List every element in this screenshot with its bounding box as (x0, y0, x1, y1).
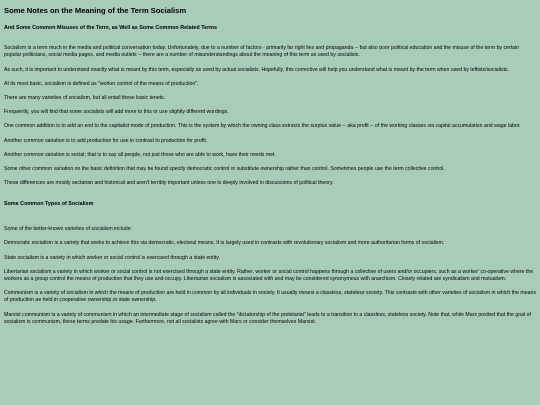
intro-paragraph: There are many varieties of socialism, but all entail these basic tenets. (4, 95, 166, 102)
intro-paragraph: These differences are mostly sectarian and historical and aren't terribly important unless one is deeply involved in discussions of political theory. (4, 180, 334, 187)
section-heading-types: Some Common Types of Socialism (4, 201, 94, 208)
page-title: Some Notes on the Meaning of the Term Socialism (4, 6, 187, 15)
types-paragraph: Democratic socialism is a variety that seeks to achieve this via democratic, electoral means. It is largely used in contrasts with revolutionary socialism and more authoritarian forms of socialism. (4, 240, 445, 247)
intro-paragraph: Another common variation is social; that is to say all people, not just those who are able to work, have their needs met. (4, 151, 276, 158)
page-subtitle: And Some Common Misuses of the Term, as Well as Some Common Related Terms (4, 25, 217, 32)
intro-paragraph: One common addition is to add an end to the capitalist mode of production. This is the system by which the owning class extracts the surplus value -- aka profit -- of the working classes via capital accumulation and wage labor. (4, 123, 521, 130)
types-paragraph: Some of the better-known varieties of socialism include: (4, 226, 133, 233)
intro-paragraph: Another common variation is to add production for use in contrast to production for profit. (4, 137, 208, 144)
intro-paragraph: As such, it is important to understand exactly what is meant by this term, especially as used by actual socialists. Hopefully, this corrective will help you understand what is meant by the term when used by leftists/socialists. (4, 66, 510, 73)
intro-paragraph: Frequently, you will find that some socialists will add more to this or use slightly different wordings. (4, 109, 229, 116)
intro-paragraph: Some other common variation on the basic definition that may be found specify democratic control or substitute ownership rather than control. Sometimes people use the term collective control. (4, 166, 445, 173)
intro-paragraph: At its most basic, socialism is defined as "worker control of the means of production". (4, 80, 199, 87)
intro-section (4, 45, 536, 187)
types-section (4, 226, 536, 326)
types-paragraph: Marxist communism is a variety of communism in which an intermediate stage of socialism called the "dictatorship of the proletariat" leads to a transition to a classless, stateless society. Note that, while Marx posited that the goal of socialism is communism, these terms predate his usage. Furthermore, not all socialists agree with Marx or consider themselves Marxist. (4, 311, 531, 325)
types-paragraph: Libertarian socialism a variety in which worker or social control is not exercised through a state entity. Rather, worker or social control happens through a collective of users and/or occupiers, such as a worker' co-operative where the workers as a group control the means of production that they use and occupy. Libertarian socialism is associated with and may be considered synonymous with anarchism. Closely related are syndicalism and mutualism. (4, 268, 534, 283)
types-paragraph: State socialism is a variety in which worker or social control is exercised through a state entity. (4, 254, 220, 261)
intro-paragraph: Socialism is a term much in the media and political conversation today. Unfortunately, due to a number of factors - primarily far right lies and propaganda -- but also poor political education and the misuse of the term by certain popular politicians, social media pages, and media outlets -- there are a number of misunderstandings about the meaning of this term as used by socialists. (4, 45, 520, 59)
types-paragraph: Communism is a variety of socialism in which the means of production are held in common by all individuals in society. It usually means a classless, stateless society. This contrasts with other varieties of socialism in which the means of production ae held in cooperative ownership or state ownership. (4, 290, 536, 304)
